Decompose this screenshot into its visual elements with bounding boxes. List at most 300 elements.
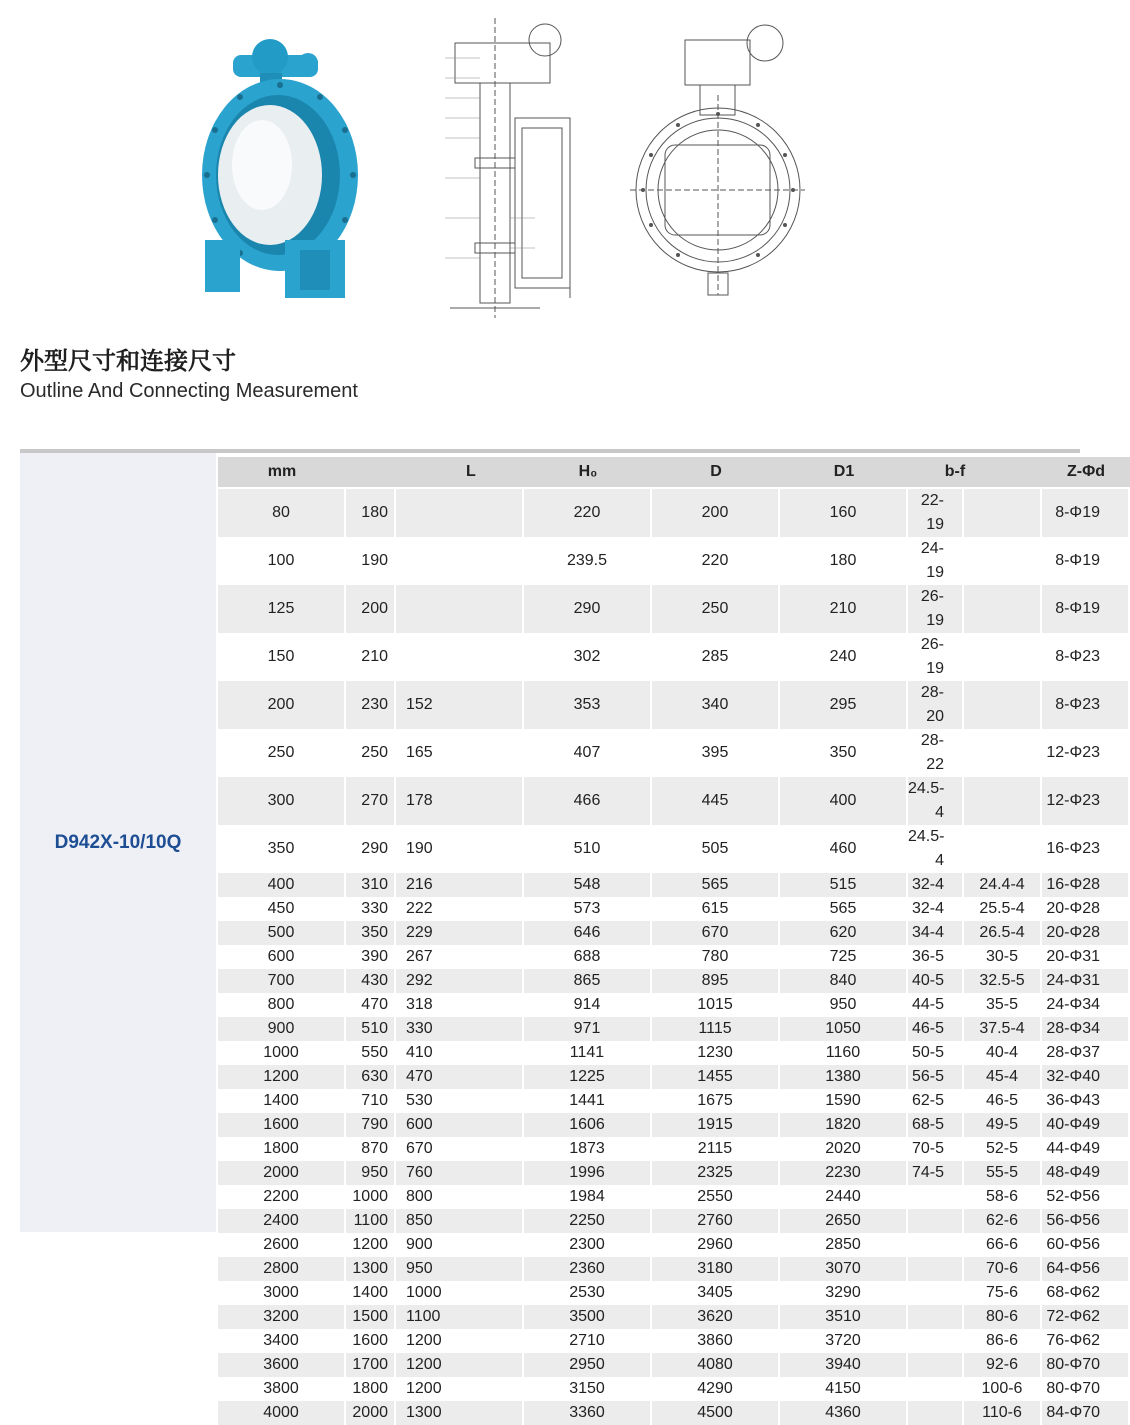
cell-mm: 900 [218,1017,346,1041]
cell-l-alt: 1100 [396,1305,524,1329]
table-row [218,489,1130,537]
cell-z: 8-Φ23 [1042,633,1130,681]
model-name: D942X-10/10Q [54,831,182,853]
cell-d: 395 [652,729,780,777]
cell-bf: 50-5 [908,1041,964,1065]
cell-h0: 646 [524,921,652,945]
table-row [218,993,1130,1017]
cell-l: 1000 [346,1185,396,1209]
cell-bf [908,1377,964,1401]
cell-bf-alt: 32.5-5 [964,969,1042,993]
cell-z: 56-Φ56 [1042,1209,1130,1233]
cell-d1: 240 [780,633,908,681]
cell-mm: 4000 [218,1401,346,1425]
cell-h0: 407 [524,729,652,777]
cell-h0: 914 [524,993,652,1017]
cell-mm: 300 [218,777,346,825]
cell-mm: 350 [218,825,346,873]
cell-bf-alt: 92-6 [964,1353,1042,1377]
cell-bf-alt [964,585,1042,633]
cell-mm: 1000 [218,1041,346,1065]
cell-h0: 2360 [524,1257,652,1281]
col-mm: mm [218,457,346,489]
cell-z: 64-Φ56 [1042,1257,1130,1281]
cell-l: 390 [346,945,396,969]
cell-bf-alt: 52-5 [964,1137,1042,1161]
cell-h0: 1606 [524,1113,652,1137]
cell-l-alt: 850 [396,1209,524,1233]
cell-d1: 210 [780,585,908,633]
cell-bf-alt: 66-6 [964,1233,1042,1257]
cell-bf [908,1209,964,1233]
cell-mm: 600 [218,945,346,969]
cell-z: 20-Φ28 [1042,897,1130,921]
cell-bf-alt: 70-6 [964,1257,1042,1281]
cell-z: 80-Φ70 [1042,1353,1130,1377]
cell-mm: 125 [218,585,346,633]
cell-bf [908,1401,964,1425]
table-row [218,681,1130,729]
heading-cn: 外型尺寸和连接尺寸 [20,347,236,375]
cell-d1: 1590 [780,1089,908,1113]
cell-z: 68-Φ62 [1042,1281,1130,1305]
cell-d1: 160 [780,489,908,537]
cell-d: 1915 [652,1113,780,1137]
cell-bf-alt: 30-5 [964,945,1042,969]
cell-d: 285 [652,633,780,681]
cell-d1: 2850 [780,1233,908,1257]
table-row [218,1065,1130,1089]
cell-h0: 865 [524,969,652,993]
cell-l-alt: 292 [396,969,524,993]
cell-bf-alt: 55-5 [964,1161,1042,1185]
cell-d1: 460 [780,825,908,873]
cell-bf: 32-4 [908,897,964,921]
col-h0: H₀ [524,457,652,489]
cell-mm: 3000 [218,1281,346,1305]
cell-bf: 22-19 [908,489,964,537]
cell-h0: 2710 [524,1329,652,1353]
cell-z: 24-Φ31 [1042,969,1130,993]
cell-l: 790 [346,1113,396,1137]
cell-bf [908,1353,964,1377]
cell-z: 84-Φ70 [1042,1401,1130,1425]
cell-d1: 295 [780,681,908,729]
cell-bf: 28-20 [908,681,964,729]
cell-bf: 62-5 [908,1089,964,1113]
cell-d1: 3940 [780,1353,908,1377]
cell-d: 3405 [652,1281,780,1305]
table-row [218,1161,1130,1185]
cell-l: 2000 [346,1401,396,1425]
cell-mm: 450 [218,897,346,921]
cell-h0: 548 [524,873,652,897]
cell-bf-alt: 40-4 [964,1041,1042,1065]
cell-d1: 3290 [780,1281,908,1305]
cell-l-alt: 470 [396,1065,524,1089]
cell-d: 340 [652,681,780,729]
cell-h0: 2250 [524,1209,652,1233]
cell-d1: 1820 [780,1113,908,1137]
cell-d1: 350 [780,729,908,777]
cell-h0: 1996 [524,1161,652,1185]
cell-l-alt: 670 [396,1137,524,1161]
front-drawing [630,15,810,305]
cell-bf-alt: 58-6 [964,1185,1042,1209]
cell-l-alt: 229 [396,921,524,945]
cell-h0: 1225 [524,1065,652,1089]
cell-d: 1015 [652,993,780,1017]
cell-l-alt: 190 [396,825,524,873]
cell-mm: 2000 [218,1161,346,1185]
cell-l-alt: 1200 [396,1377,524,1401]
cell-mm: 2600 [218,1233,346,1257]
cell-bf-alt: 45-4 [964,1065,1042,1089]
cell-l-alt: 318 [396,993,524,1017]
cell-z: 24-Φ34 [1042,993,1130,1017]
cell-d: 200 [652,489,780,537]
cell-h0: 353 [524,681,652,729]
cell-bf [908,1281,964,1305]
table-row [218,1137,1130,1161]
cell-d: 1230 [652,1041,780,1065]
cell-l: 550 [346,1041,396,1065]
cell-h0: 3360 [524,1401,652,1425]
cell-d1: 4360 [780,1401,908,1425]
heading-en: Outline And Connecting Measurement [20,380,358,402]
cell-bf: 70-5 [908,1137,964,1161]
cell-d1: 4150 [780,1377,908,1401]
cell-h0: 510 [524,825,652,873]
cell-d: 780 [652,945,780,969]
table-body [218,489,1130,1425]
cell-mm: 3600 [218,1353,346,1377]
cell-l-alt [396,633,524,681]
cell-l: 1400 [346,1281,396,1305]
cell-z: 20-Φ31 [1042,945,1130,969]
cell-h0: 971 [524,1017,652,1041]
cell-bf: 74-5 [908,1161,964,1185]
cell-l-alt: 330 [396,1017,524,1041]
cell-mm: 800 [218,993,346,1017]
cell-d: 505 [652,825,780,873]
cell-d: 220 [652,537,780,585]
cell-h0: 3500 [524,1305,652,1329]
cell-d1: 2650 [780,1209,908,1233]
cell-l: 200 [346,585,396,633]
cell-bf: 44-5 [908,993,964,1017]
cell-l-alt: 950 [396,1257,524,1281]
cell-z: 52-Φ56 [1042,1185,1130,1209]
cell-l: 870 [346,1137,396,1161]
cell-l: 470 [346,993,396,1017]
cell-bf: 28-22 [908,729,964,777]
cell-mm: 2200 [218,1185,346,1209]
col-z: Z-Φd [1042,457,1130,489]
cell-d1: 565 [780,897,908,921]
cell-l: 430 [346,969,396,993]
cell-z: 12-Φ23 [1042,729,1130,777]
cell-l: 1600 [346,1329,396,1353]
cell-h0: 1141 [524,1041,652,1065]
cell-d: 3180 [652,1257,780,1281]
cell-d: 615 [652,897,780,921]
col-l: L [346,457,524,489]
cell-d: 670 [652,921,780,945]
table-row [218,1281,1130,1305]
cell-bf [908,1185,964,1209]
cell-bf-alt: 35-5 [964,993,1042,1017]
cell-l-alt: 178 [396,777,524,825]
table-row [218,825,1130,873]
table-row [218,897,1130,921]
cell-bf: 56-5 [908,1065,964,1089]
cell-mm: 200 [218,681,346,729]
cell-bf: 26-19 [908,585,964,633]
table-row [218,1041,1130,1065]
cell-z: 72-Φ62 [1042,1305,1130,1329]
cell-h0: 2950 [524,1353,652,1377]
cell-z: 44-Φ49 [1042,1137,1130,1161]
cell-mm: 1800 [218,1137,346,1161]
cell-bf: 46-5 [908,1017,964,1041]
cell-l-alt: 267 [396,945,524,969]
cell-bf-alt: 46-5 [964,1089,1042,1113]
cell-bf-alt: 86-6 [964,1329,1042,1353]
table-row [218,777,1130,825]
cell-l-alt: 216 [396,873,524,897]
cell-mm: 3200 [218,1305,346,1329]
cell-d1: 2230 [780,1161,908,1185]
cell-h0: 220 [524,489,652,537]
cell-d1: 725 [780,945,908,969]
cell-bf-alt: 26.5-4 [964,921,1042,945]
cell-l-alt: 1000 [396,1281,524,1305]
cell-l-alt: 222 [396,897,524,921]
cell-mm: 3800 [218,1377,346,1401]
cell-h0: 3150 [524,1377,652,1401]
table-row [218,1233,1130,1257]
col-d1: D1 [780,457,908,489]
cell-l-alt: 1200 [396,1329,524,1353]
cell-l: 310 [346,873,396,897]
cell-h0: 466 [524,777,652,825]
cell-d1: 3510 [780,1305,908,1329]
cell-bf-alt: 62-6 [964,1209,1042,1233]
cell-z: 16-Φ28 [1042,873,1130,897]
cell-l: 1700 [346,1353,396,1377]
cell-d1: 840 [780,969,908,993]
product-figures [0,0,1100,330]
table-row [218,1329,1130,1353]
cell-h0: 302 [524,633,652,681]
table-row [218,1185,1130,1209]
cell-bf-alt [964,681,1042,729]
cell-mm: 1600 [218,1113,346,1137]
cell-bf: 24-19 [908,537,964,585]
cell-bf [908,1329,964,1353]
cell-d: 1115 [652,1017,780,1041]
cell-l-alt: 1300 [396,1401,524,1425]
cell-h0: 239.5 [524,537,652,585]
cell-z: 8-Φ19 [1042,489,1130,537]
cell-bf [908,1305,964,1329]
cell-d: 1675 [652,1089,780,1113]
cell-mm: 250 [218,729,346,777]
cell-bf: 32-4 [908,873,964,897]
cell-d1: 1380 [780,1065,908,1089]
cell-bf-alt [964,825,1042,873]
cell-l: 1300 [346,1257,396,1281]
cell-h0: 1873 [524,1137,652,1161]
cell-h0: 1984 [524,1185,652,1209]
cell-mm: 150 [218,633,346,681]
cell-z: 60-Φ56 [1042,1233,1130,1257]
table-row [218,921,1130,945]
cell-bf-alt: 37.5-4 [964,1017,1042,1041]
cell-mm: 3400 [218,1329,346,1353]
table-row [218,729,1130,777]
cell-z: 8-Φ19 [1042,585,1130,633]
cell-l-alt: 152 [396,681,524,729]
cell-d: 2760 [652,1209,780,1233]
cell-d: 4080 [652,1353,780,1377]
cell-z: 32-Φ40 [1042,1065,1130,1089]
cell-l: 510 [346,1017,396,1041]
cell-z: 8-Φ23 [1042,681,1130,729]
valve-photo [190,35,365,300]
cell-h0: 573 [524,897,652,921]
cell-d1: 515 [780,873,908,897]
cell-bf-alt [964,489,1042,537]
cell-d: 4290 [652,1377,780,1401]
cell-bf: 68-5 [908,1113,964,1137]
cell-l-alt: 800 [396,1185,524,1209]
cell-l: 350 [346,921,396,945]
cell-z: 76-Φ62 [1042,1329,1130,1353]
cell-d1: 950 [780,993,908,1017]
cell-bf-alt [964,729,1042,777]
cell-z: 36-Φ43 [1042,1089,1130,1113]
table-row [218,1305,1130,1329]
cell-l: 1100 [346,1209,396,1233]
table-row [218,1017,1130,1041]
cell-l: 330 [346,897,396,921]
col-d: D [652,457,780,489]
table-row [218,1113,1130,1137]
cell-bf: 24.5-4 [908,825,964,873]
cell-l: 630 [346,1065,396,1089]
cell-d1: 620 [780,921,908,945]
cell-h0: 1441 [524,1089,652,1113]
table-row [218,873,1130,897]
cell-z: 40-Φ49 [1042,1113,1130,1137]
cell-l: 180 [346,489,396,537]
cell-bf-alt: 100-6 [964,1377,1042,1401]
cell-d: 3860 [652,1329,780,1353]
section-drawing [440,18,590,328]
cell-d: 4500 [652,1401,780,1425]
cell-d1: 180 [780,537,908,585]
table-row [218,969,1130,993]
cell-l: 290 [346,825,396,873]
cell-z: 16-Φ23 [1042,825,1130,873]
cell-bf: 36-5 [908,945,964,969]
cell-d1: 2020 [780,1137,908,1161]
cell-bf: 34-4 [908,921,964,945]
cell-l: 710 [346,1089,396,1113]
table-row [218,585,1130,633]
table-row [218,633,1130,681]
table-row [218,1209,1130,1233]
cell-bf-alt [964,777,1042,825]
spec-table [218,457,1130,1425]
cell-z: 28-Φ34 [1042,1017,1130,1041]
cell-l: 230 [346,681,396,729]
cell-h0: 688 [524,945,652,969]
cell-l-alt [396,489,524,537]
cell-l: 250 [346,729,396,777]
cell-bf-alt: 110-6 [964,1401,1042,1425]
table-row [218,1089,1130,1113]
cell-d1: 1160 [780,1041,908,1065]
cell-d: 2325 [652,1161,780,1185]
cell-l-alt: 760 [396,1161,524,1185]
cell-d1: 2440 [780,1185,908,1209]
cell-d: 2550 [652,1185,780,1209]
cell-l: 1800 [346,1377,396,1401]
table-row [218,1353,1130,1377]
cell-l: 950 [346,1161,396,1185]
cell-l: 1200 [346,1233,396,1257]
cell-bf-alt: 24.4-4 [964,873,1042,897]
cell-d: 2960 [652,1233,780,1257]
cell-l-alt: 410 [396,1041,524,1065]
cell-mm: 1200 [218,1065,346,1089]
table-row [218,1401,1130,1425]
cell-l-alt [396,585,524,633]
cell-d1: 3720 [780,1329,908,1353]
table-row [218,1257,1130,1281]
cell-mm: 700 [218,969,346,993]
cell-bf-alt: 80-6 [964,1305,1042,1329]
model-cell [20,453,216,1232]
cell-d: 565 [652,873,780,897]
cell-bf: 24.5-4 [908,777,964,825]
cell-bf [908,1257,964,1281]
cell-mm: 2400 [218,1209,346,1233]
cell-bf: 40-5 [908,969,964,993]
cell-z: 80-Φ70 [1042,1377,1130,1401]
cell-l-alt: 165 [396,729,524,777]
cell-l-alt: 600 [396,1113,524,1137]
cell-bf-alt: 25.5-4 [964,897,1042,921]
cell-mm: 500 [218,921,346,945]
cell-bf-alt [964,633,1042,681]
cell-bf-alt [964,537,1042,585]
cell-d1: 3070 [780,1257,908,1281]
cell-h0: 290 [524,585,652,633]
cell-l: 190 [346,537,396,585]
table-row [218,1377,1130,1401]
cell-l: 1500 [346,1305,396,1329]
cell-mm: 100 [218,537,346,585]
cell-mm: 2800 [218,1257,346,1281]
cell-d: 445 [652,777,780,825]
cell-z: 28-Φ37 [1042,1041,1130,1065]
cell-h0: 2530 [524,1281,652,1305]
cell-d: 2115 [652,1137,780,1161]
